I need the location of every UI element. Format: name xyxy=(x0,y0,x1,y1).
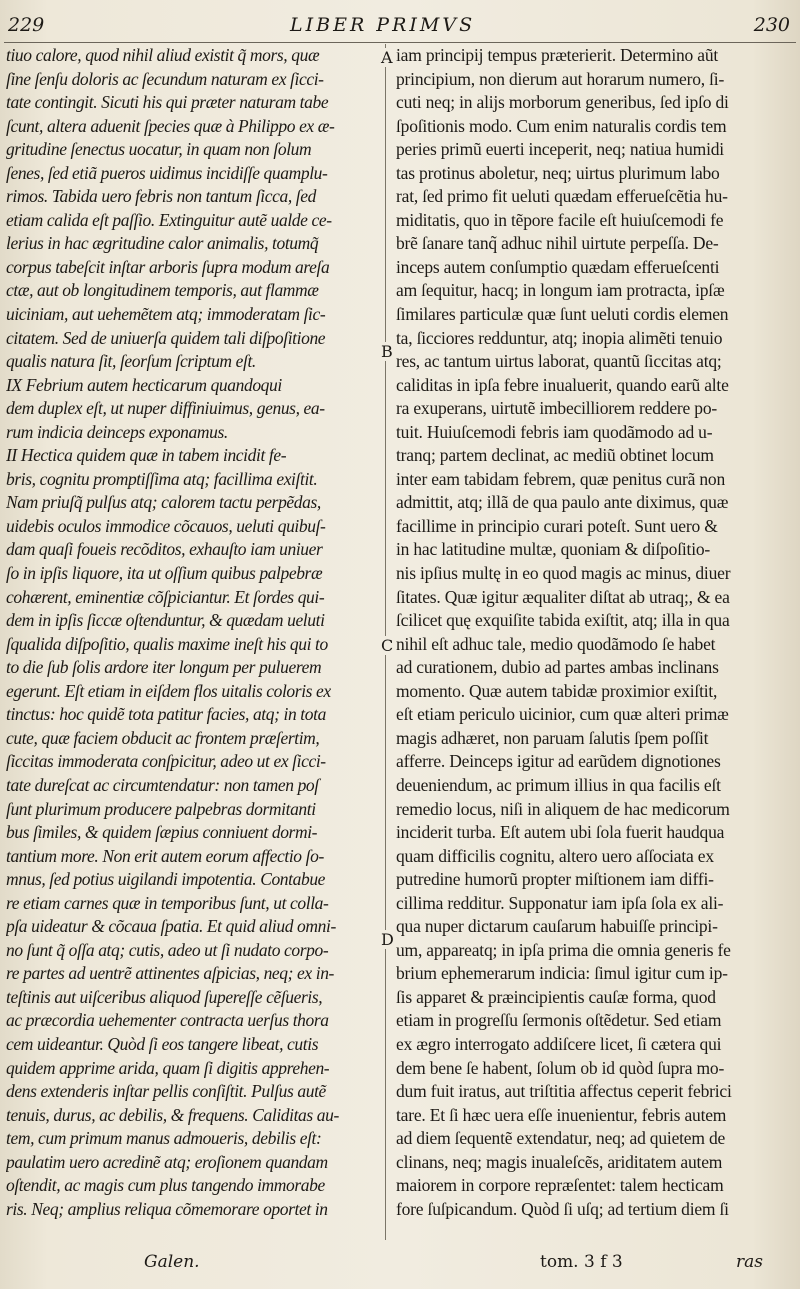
left-column-line: cute, quæ faciem obducit ac frontem præſertim, xyxy=(6,727,320,748)
running-title: LIBER PRIMVS xyxy=(290,14,476,36)
left-column-line: ris. Neq; amplius reliqua cõmemorare oportet in xyxy=(6,1198,328,1219)
right-column-line: ſimilares particulæ quæ ſunt ueluti cordis elemen xyxy=(396,304,729,325)
left-column-line: tate dureſcat ac circumtendatur: non tamen poſ xyxy=(6,774,319,795)
left-column-line: ſine ſenſu doloris ac ſecundum naturam ex ſicci- xyxy=(6,68,324,89)
right-column-line: ra exuperans, uirtutẽ imbecilliorem reddere po- xyxy=(396,398,718,419)
left-column-line: cem uideantur. Quòd ſi eos tangere libeat, cutis xyxy=(6,1033,319,1054)
right-column-line: clinans, neq; magis inualeſcẽs, ariditatem autem xyxy=(396,1151,723,1172)
right-column-line: eſt etiam periculo uicinior, cum quæ alteri primæ xyxy=(396,704,729,725)
right-column-line: nihil eſt adhuc tale, medio quodãmodo ſe habet xyxy=(396,633,716,654)
left-column-line: egerunt. Eſt etiam in eiſdem flos uitalis coloris ex xyxy=(6,680,331,701)
right-column-line: rat, ſed primo fit ueluti quædam efferueſcẽtia hu- xyxy=(396,186,728,207)
right-column-line: um, appareatq; in ipſa prima die omnia generis fe xyxy=(396,939,731,960)
left-column-line: bus ſimiles, & quidem ſæpius conniuent dormi- xyxy=(6,822,318,843)
right-column-line: principium, non dierum aut horarum numero, ſi- xyxy=(396,68,725,89)
right-column-line: inciderit turba. Eſt autem ubi ſola fuerit haudqua xyxy=(396,822,725,843)
section-marker-a: A xyxy=(381,48,393,67)
catchword-right: ras xyxy=(736,1252,763,1272)
right-column-line: inceps autem conſumptio quædam efferueſcenti xyxy=(396,256,720,277)
right-column-line: iam principij tempus præterierit. Determino aũt xyxy=(396,45,719,65)
right-column-line: cillima redditur. Supponatur iam ipſa ſola ex ali- xyxy=(396,892,724,913)
left-column-line: uiciniam, aut uehemẽtem atq; immoderatam ſic- xyxy=(6,304,326,325)
left-column-line: pſa uideatur & cõcaua ſpatia. Et quid aliud omni- xyxy=(6,916,336,937)
left-column-line: tem, cum primum manus admoueris, debilis eſt: xyxy=(6,1128,322,1149)
right-column-line: ad diem ſequentẽ extendatur, neq; ad quietem de xyxy=(396,1128,726,1149)
left-column-line: tiuo calore, quod nihil aliud existit q̃ mors, quæ xyxy=(6,45,320,65)
left-column-line: tate contingit. Sicuti his qui præter naturam tabe xyxy=(6,92,329,113)
right-column-line: magis adhæret, non paruam ſalutis ſpem poſſit xyxy=(396,727,709,748)
left-column-line: tinctus: hoc quidẽ tota patitur facies, atq; in tota xyxy=(6,704,326,725)
left-column-line: cohærent, eminentiæ cõſpiciantur. Et ſordes qui- xyxy=(6,586,325,607)
right-column-line: quam difficilis cognitu, altero uero aſſociata ex xyxy=(396,845,714,866)
right-column-line: am ſequitur, hacq; in longum iam protracta, ipſæ xyxy=(396,280,725,301)
left-column-line: quidem apprime arida, quam ſi digitis apprehen- xyxy=(6,1057,330,1078)
left-column-line: corpus tabeſcit inſtar arboris ſupra modum areſa xyxy=(6,256,330,277)
right-column-line: cuti neq; in alijs morborum generibus, ſed ipſo di xyxy=(396,92,729,113)
left-column-line: gritudine ſenectus uocatur, in quam non ſolum xyxy=(6,139,312,160)
right-column-line: ex ægro interrogato addiſcere licet, ſi cætera qui xyxy=(396,1033,722,1054)
left-column-line: lerius in hac ægritudine calor animalis, totumq̃ xyxy=(6,233,319,254)
signature-mark: tom. 3 f 3 xyxy=(540,1252,623,1272)
right-column-line: qua nuper dictarum cauſarum habuiſſe principi- xyxy=(396,916,718,937)
left-column-line: etiam calida eſt paſſio. Extinguitur autẽ ualde ce- xyxy=(6,209,332,230)
right-column-line: caliditas in ipſa febre inualuerit, quando earũ alte xyxy=(396,374,729,395)
right-column-line: ad curationem, dubio ad partes ambas inclinans xyxy=(396,657,719,678)
left-column-line: II Hectica quidem quæ in tabem incidit fe- xyxy=(6,445,287,466)
header-rule xyxy=(4,42,796,43)
right-column-line: ſpoſitionis modo. Cum enim naturalis cordis tem xyxy=(396,115,727,136)
right-column-line: miditatis, quo in tẽpore facile eſt huiuſcemodi fe xyxy=(396,209,724,230)
left-column-line: to die ſub ſolis ardore iter longum per puluerem xyxy=(6,657,322,678)
section-marker-d: D xyxy=(381,930,394,949)
right-column-line: ſitates. Quæ igitur æqualiter diſtat ab utraq;, & ea xyxy=(396,586,730,607)
right-column-line: tuit. Huiuſcemodi febris iam quodãmodo ad u- xyxy=(396,421,713,442)
right-column-line: maiorem in corpore repræſentet: talem hecticam xyxy=(396,1175,724,1196)
left-column-line: ſenes, ſed etiã pueros uidimus incidiſſe quamplu- xyxy=(6,162,328,183)
right-column-line: admittit, atq; illã de qua paulo ante diximus, quæ xyxy=(396,492,729,513)
left-column-line: ſcunt, altera aduenit ſpecies quæ à Philippo ex æ- xyxy=(6,115,335,136)
right-column-line: fore ſuſpicandum. Quòd ſi uſq; ad tertium diem ſi xyxy=(396,1198,729,1219)
left-column-line: dam quaſi foueis recõditos, exhauſto iam uniuer xyxy=(6,539,323,560)
right-column-line: etiam in progreſſu ſermonis oſtẽdetur. Sed etiam xyxy=(396,1010,722,1031)
left-column xyxy=(6,44,378,1220)
left-column-line: mnus, ſed potius uigilandi impotentia. Contabue xyxy=(6,869,326,890)
right-column-line: inter eam tabidam febrem, quæ penitus curã non xyxy=(396,468,726,489)
left-column-line: rum indicia deinceps exponamus. xyxy=(6,421,228,442)
right-column-line: tare. Et ſi hæc uera eſſe inuenientur, febris autem xyxy=(396,1104,727,1125)
section-marker-b: B xyxy=(381,342,393,361)
left-column-line: re partes ad uentrẽ attinentes aſpicias, neq; ex in- xyxy=(6,963,334,984)
left-column-line: paulatim uero acredinẽ atq; eroſionem quandam xyxy=(6,1151,328,1172)
right-column-line: afferre. Deinceps igitur ad earũdem dignotiones xyxy=(396,751,721,772)
left-column-line: re etiam carnes quæ in temporibus ſunt, ut colla- xyxy=(6,892,329,913)
right-column-line: putredine humorũ propter miſtionem iam diffi- xyxy=(396,869,714,890)
page-number-left: 229 xyxy=(8,14,45,36)
right-column-line: dum fuit iratus, aut triſtitia affectus ceperit febrici xyxy=(396,1081,732,1102)
catchword-left: Galen. xyxy=(144,1252,200,1272)
left-column-line: dens extenderis inſtar pellis conſiſtit. Pulſus autẽ xyxy=(6,1081,326,1102)
right-column-line: brium ephemerarum indicia: ſimul igitur cum ip- xyxy=(396,963,728,984)
left-column-line: bris, cognitu promptiſſima atq; facillima exiſtit. xyxy=(6,468,318,489)
left-column-line: oſtendit, ac magis cum plus tangendo immorabe xyxy=(6,1175,325,1196)
left-column-line: qualis natura ſit, ſeorſum ſcriptum eſt. xyxy=(6,351,256,372)
section-marker-c: C xyxy=(381,636,394,655)
left-column-line: dem duplex eſt, ut nuper diffiniuimus, genus, ea- xyxy=(6,398,325,419)
left-column-line: IX Febrium autem hecticarum quandoqui xyxy=(6,374,282,395)
right-column-line: res, ac tantum uirtus laborat, quantũ ſiccitas atq; xyxy=(396,351,722,372)
left-column-line: rimos. Tabida uero febris non tantum ſicca, ſed xyxy=(6,186,316,207)
left-column-line: tenuis, durus, ac debilis, & frequens. Caliditas au- xyxy=(6,1104,339,1125)
left-column-line: ctæ, aut ob longitudinem temporis, aut flammæ xyxy=(6,280,319,301)
right-column-line: momento. Quæ autem tabidæ proximior exiſtit, xyxy=(396,680,718,701)
right-column-line: tas protinus aboletur, neq; uirtus plurimum labo xyxy=(396,162,720,183)
left-column-line: Nam priuſq̃ pulſus atq; calorem tactu perpẽdas, xyxy=(6,492,321,513)
right-column-line: dem bene ſe habent, ſolum ob id quòd ſupra mo- xyxy=(396,1057,725,1078)
right-column-line: ſcilicet quę exquiſite tabida exiſtit, atq; illa in qua xyxy=(396,610,730,631)
right-column-line: facillime in principio curari poteſt. Sunt uero & xyxy=(396,515,718,536)
right-column-line: nis ipſius multę in eo quod magis ac minus, diuer xyxy=(396,563,731,584)
right-column-line: brẽ ſanare tanq̃ adhuc nihil uirtute perpeſſa. De- xyxy=(396,233,719,254)
page-header xyxy=(0,14,800,42)
right-column-line: remedio locus, niſi in aliquem de hac medicorum xyxy=(396,798,730,819)
left-column-line: teſtinis aut uiſceribus aliquod ſupereſſe cẽſueris, xyxy=(6,986,323,1007)
left-column-line: ſunt plurimum producere palpebras dormitanti xyxy=(6,798,316,819)
right-column-line: deueniendum, ac primum illius in qua facilis eſt xyxy=(396,774,721,795)
right-column-line: ſis apparet & præincipientis cauſæ forma, quod xyxy=(396,986,716,1007)
left-column-line: no ſunt q̃ oſſa atq; cutis, adeo ut ſi nudato corpo- xyxy=(6,939,329,960)
right-column-line: peries primũ euerti inceperit, neq; natiua humidi xyxy=(396,139,724,160)
right-column-line: tranq; partem declinat, ac mediũ obtinet locum xyxy=(396,445,714,466)
left-column-line: ac præcordia uehementer contracta uerſus thora xyxy=(6,1010,329,1031)
left-column-line: ſqualida diſpoſitio, qualis maxime ineſt his qui to xyxy=(6,633,328,654)
right-column-line: in hac latitudine multæ, quoniam & diſpoſitio- xyxy=(396,539,711,560)
left-column-line: ſo in ipſis liquore, ita ut oſſium quibus palpebræ xyxy=(6,563,323,584)
left-column-line: dem in ipſis ſiccæ oſtenduntur, & quædam ueluti xyxy=(6,610,325,631)
page-number-right: 230 xyxy=(753,14,790,36)
right-column xyxy=(396,44,795,1220)
left-column-line: tantium more. Non erit autem eorum affectio ſo- xyxy=(6,845,324,866)
left-column-line: citatem. Sed de uniuerſa quidem tali diſpoſitione xyxy=(6,327,326,348)
right-column-line: ta, ſicciores redduntur, atq; inopia alimẽti tenuio xyxy=(396,327,723,348)
left-column-line: ſiccitas immoderata conſpicitur, adeo ut ex ſicci- xyxy=(6,751,326,772)
left-column-line: uidebis oculos immodice cõcauos, ueluti quibuſ- xyxy=(6,515,326,536)
page-footer xyxy=(0,1252,800,1278)
